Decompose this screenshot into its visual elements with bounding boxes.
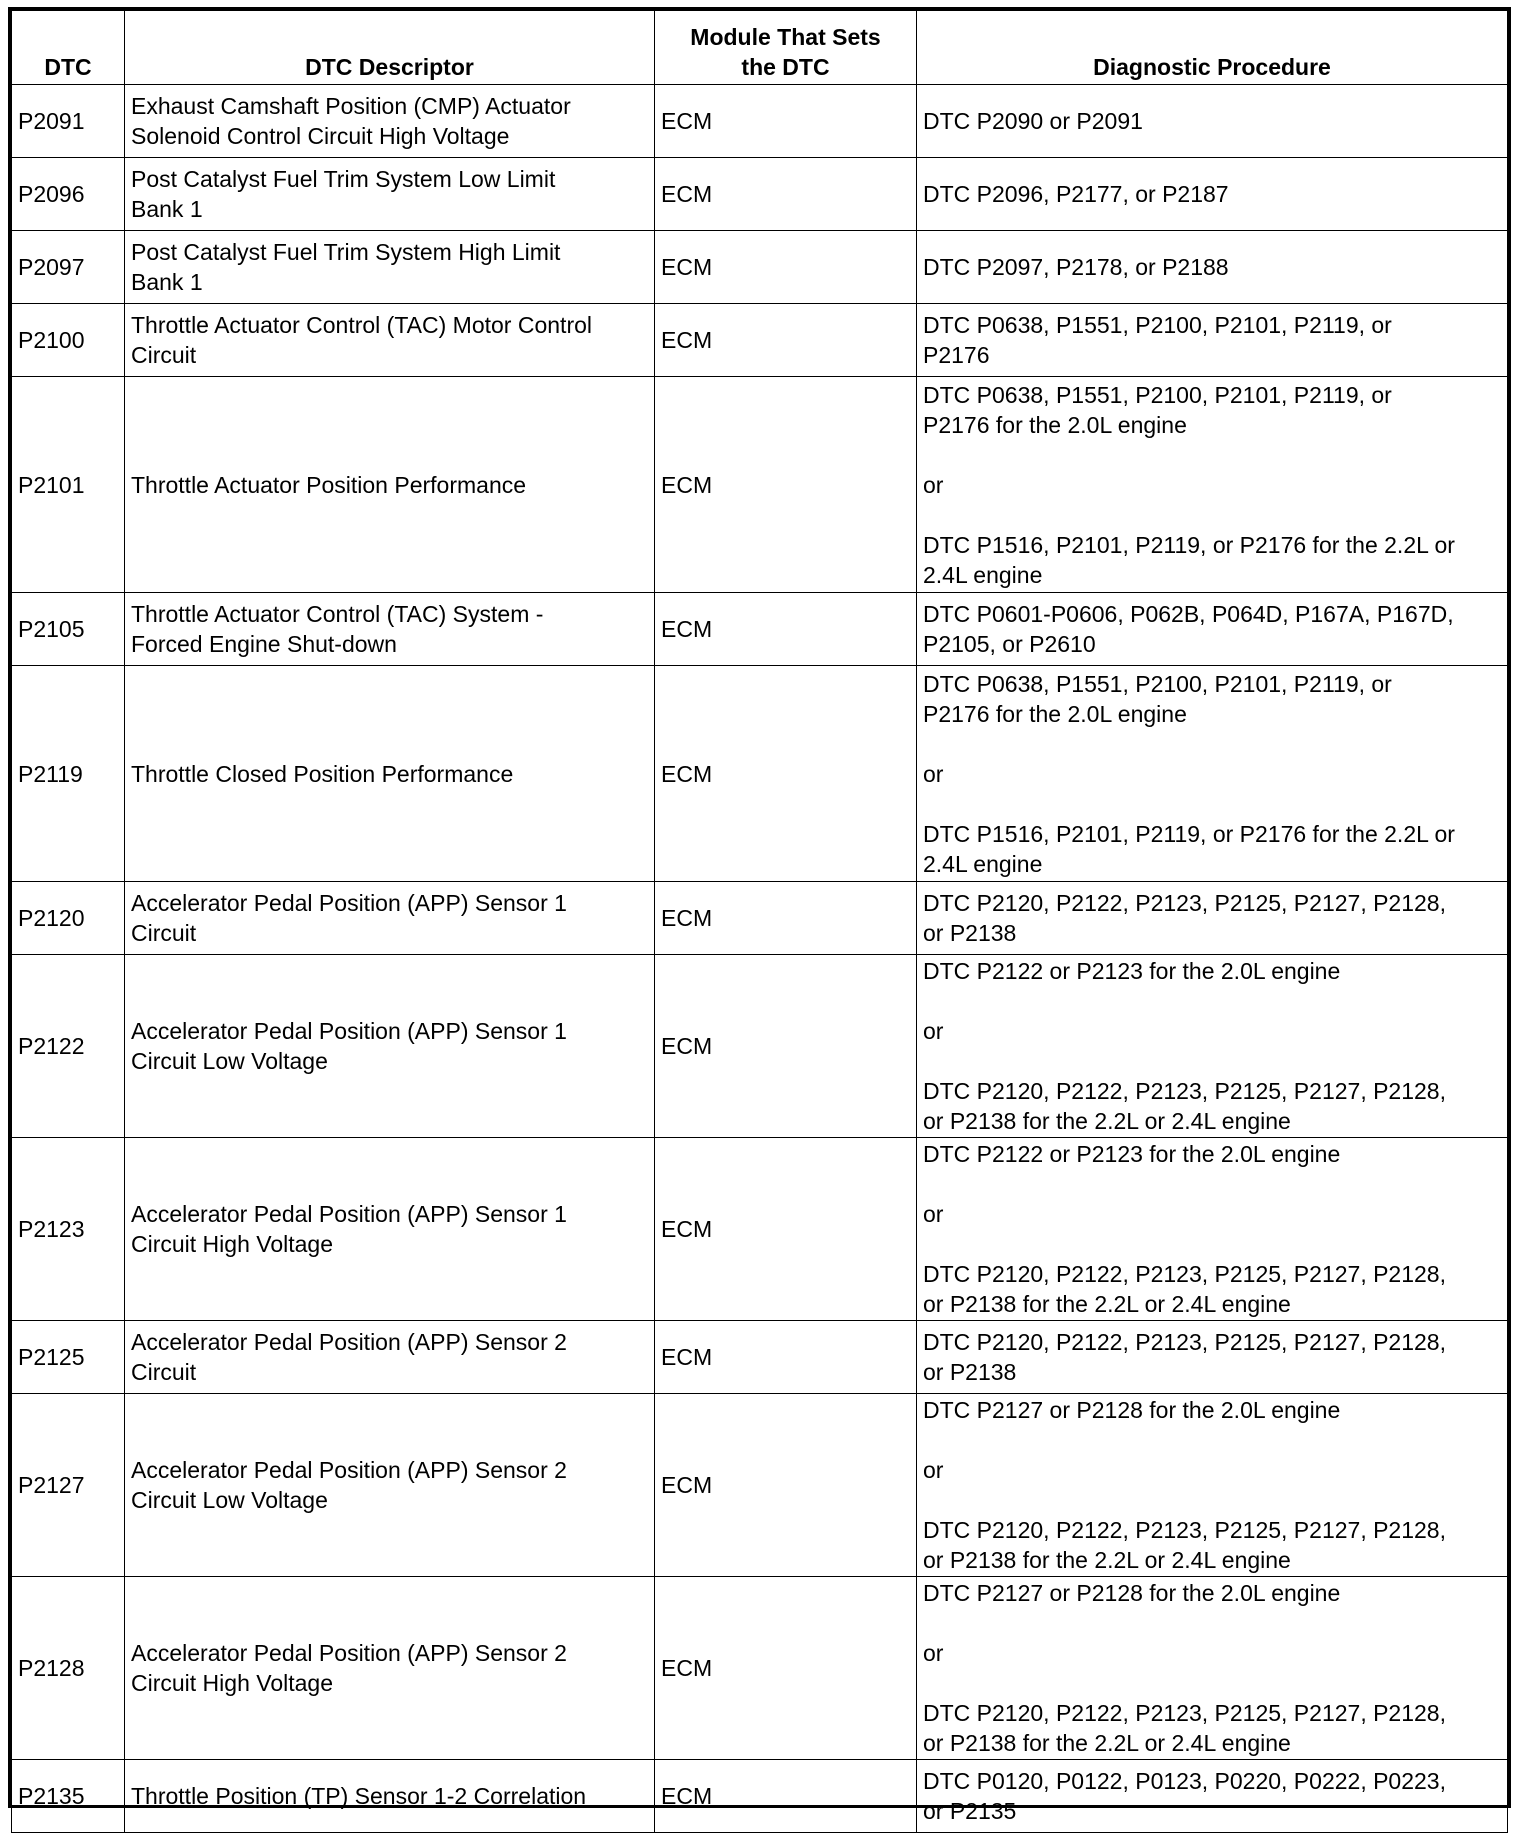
- cell-module: ECM: [655, 377, 917, 593]
- cell-module: ECM: [655, 593, 917, 666]
- cell-dtc: P2100: [12, 304, 125, 377]
- dtc-table: [11, 10, 1508, 1833]
- cell-descriptor: Throttle Actuator Control (TAC) System - Forced Engine Shut-down: [125, 593, 655, 666]
- cell-procedure: DTC P2120, P2122, P2123, P2125, P2127, P2128, or P2138: [917, 882, 1508, 955]
- cell-descriptor: Exhaust Camshaft Position (CMP) Actuator Solenoid Control Circuit High Voltage: [125, 85, 655, 158]
- cell-dtc: P2120: [12, 882, 125, 955]
- table-row: [12, 1577, 1508, 1760]
- cell-descriptor: Throttle Actuator Position Performance: [125, 377, 655, 593]
- cell-dtc: P2119: [12, 666, 125, 882]
- cell-procedure: DTC P0638, P1551, P2100, P2101, P2119, or P2176 for the 2.0L engine or DTC P1516, P2101, P2119, or P2176 for the 2.2L or 2.4L engine: [917, 377, 1508, 593]
- cell-module: ECM: [655, 1321, 917, 1394]
- cell-dtc: P2123: [12, 1138, 125, 1321]
- table-row: [12, 593, 1508, 666]
- cell-descriptor: Accelerator Pedal Position (APP) Sensor 1 Circuit High Voltage: [125, 1138, 655, 1321]
- header-descriptor: DTC Descriptor: [125, 11, 655, 85]
- cell-procedure: DTC P0120, P0122, P0123, P0220, P0222, P0223, or P2135: [917, 1760, 1508, 1833]
- cell-procedure: DTC P2127 or P2128 for the 2.0L engine or DTC P2120, P2122, P2123, P2125, P2127, P2128, or P2138 for the 2.2L or 2.4L engine: [917, 1394, 1508, 1577]
- header-module: Module That Sets the DTC: [655, 11, 917, 85]
- cell-module: ECM: [655, 882, 917, 955]
- cell-dtc: P2125: [12, 1321, 125, 1394]
- cell-dtc: P2101: [12, 377, 125, 593]
- table-row: [12, 882, 1508, 955]
- cell-descriptor: Post Catalyst Fuel Trim System High Limit Bank 1: [125, 231, 655, 304]
- cell-descriptor: Throttle Closed Position Performance: [125, 666, 655, 882]
- cell-dtc: P2127: [12, 1394, 125, 1577]
- table-row: [12, 1394, 1508, 1577]
- header-row: [12, 11, 1508, 85]
- table-row: [12, 955, 1508, 1138]
- cell-procedure: DTC P2096, P2177, or P2187: [917, 158, 1508, 231]
- cell-descriptor: Accelerator Pedal Position (APP) Sensor 2 Circuit High Voltage: [125, 1577, 655, 1760]
- cell-procedure: DTC P0638, P1551, P2100, P2101, P2119, or P2176: [917, 304, 1508, 377]
- cell-dtc: P2128: [12, 1577, 125, 1760]
- cell-module: ECM: [655, 85, 917, 158]
- table-row: [12, 85, 1508, 158]
- cell-dtc: P2122: [12, 955, 125, 1138]
- cell-procedure: DTC P2127 or P2128 for the 2.0L engine or DTC P2120, P2122, P2123, P2125, P2127, P2128, or P2138 for the 2.2L or 2.4L engine: [917, 1577, 1508, 1760]
- dtc-table-container: [8, 7, 1511, 1824]
- header-procedure: Diagnostic Procedure: [917, 11, 1508, 85]
- cell-procedure: DTC P2120, P2122, P2123, P2125, P2127, P2128, or P2138: [917, 1321, 1508, 1394]
- header-dtc: DTC: [12, 11, 125, 85]
- cell-dtc: P2097: [12, 231, 125, 304]
- table-row: [12, 1321, 1508, 1394]
- cell-procedure: DTC P2122 or P2123 for the 2.0L engine or DTC P2120, P2122, P2123, P2125, P2127, P2128, or P2138 for the 2.2L or 2.4L engine: [917, 955, 1508, 1138]
- cell-module: ECM: [655, 158, 917, 231]
- table-row: [12, 231, 1508, 304]
- cell-descriptor: Throttle Position (TP) Sensor 1-2 Correlation: [125, 1760, 655, 1833]
- cell-module: ECM: [655, 955, 917, 1138]
- cell-dtc: P2135: [12, 1760, 125, 1833]
- cell-module: ECM: [655, 1760, 917, 1833]
- cell-descriptor: Accelerator Pedal Position (APP) Sensor 2 Circuit: [125, 1321, 655, 1394]
- table-row: [12, 304, 1508, 377]
- cell-module: ECM: [655, 1394, 917, 1577]
- cell-descriptor: Accelerator Pedal Position (APP) Sensor 1 Circuit Low Voltage: [125, 955, 655, 1138]
- cell-dtc: P2091: [12, 85, 125, 158]
- cell-dtc: P2105: [12, 593, 125, 666]
- table-row: [12, 158, 1508, 231]
- cell-dtc: P2096: [12, 158, 125, 231]
- cell-descriptor: Accelerator Pedal Position (APP) Sensor 2 Circuit Low Voltage: [125, 1394, 655, 1577]
- table-row: [12, 1760, 1508, 1833]
- cell-procedure: DTC P2090 or P2091: [917, 85, 1508, 158]
- cell-module: ECM: [655, 304, 917, 377]
- cell-descriptor: Accelerator Pedal Position (APP) Sensor 1 Circuit: [125, 882, 655, 955]
- cell-module: ECM: [655, 1138, 917, 1321]
- table-row: [12, 1138, 1508, 1321]
- cell-descriptor: Throttle Actuator Control (TAC) Motor Control Circuit: [125, 304, 655, 377]
- cell-procedure: DTC P2122 or P2123 for the 2.0L engine or DTC P2120, P2122, P2123, P2125, P2127, P2128, or P2138 for the 2.2L or 2.4L engine: [917, 1138, 1508, 1321]
- cell-module: ECM: [655, 666, 917, 882]
- cell-procedure: DTC P2097, P2178, or P2188: [917, 231, 1508, 304]
- cell-descriptor: Post Catalyst Fuel Trim System Low Limit Bank 1: [125, 158, 655, 231]
- cell-procedure: DTC P0601-P0606, P062B, P064D, P167A, P167D, P2105, or P2610: [917, 593, 1508, 666]
- cell-module: ECM: [655, 1577, 917, 1760]
- cell-module: ECM: [655, 231, 917, 304]
- table-row: [12, 666, 1508, 882]
- cell-procedure: DTC P0638, P1551, P2100, P2101, P2119, or P2176 for the 2.0L engine or DTC P1516, P2101, P2119, or P2176 for the 2.2L or 2.4L engine: [917, 666, 1508, 882]
- table-row: [12, 377, 1508, 593]
